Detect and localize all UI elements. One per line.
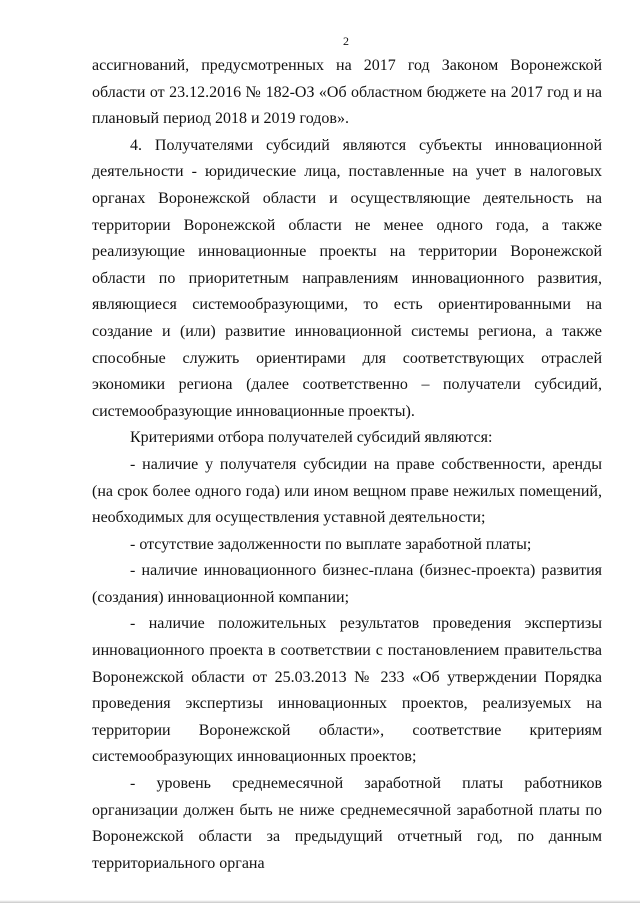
list-item-expertise-results: - наличие положительных результатов проведения экспертизы инновационного проекта в соответствии с постановлением правительства Воронежской области от 25.03.2013 № 233 «Об утверждении Порядка проведения экспертизы инновационных проектов, реализуемых на территории Воронежской области», соответствие критериям системообразующих инновационных проектов; xyxy=(92,615,602,766)
page-number: 2 xyxy=(343,34,349,48)
list-item-business-plan: - наличие инновационного бизнес-плана (бизнес-проекта) развития (создания) инновационной компании; xyxy=(92,562,602,606)
paragraph-selection-criteria-intro: Критериями отбора получателей субсидий являются: xyxy=(130,429,493,447)
document-body xyxy=(92,53,602,877)
list-item-premises: - наличие у получателя субсидии на праве собственности, аренды (на срок более одного года) или ином вещном праве нежилых помещений, необходимых для осуществления уставной деятельности; xyxy=(92,455,602,527)
list-item-no-wage-debt: - отсутствие задолженности по выплате заработной платы; xyxy=(130,535,532,553)
paragraph-subsidy-recipients: 4. Получателями субсидий являются субъекты инновационной деятельности - юридические лица, поставленные на учет в налоговых органах Воронежской области и осуществляющие деятельность на территории Воронежской области не менее одного года, а также реализующие инновационные проекты на территории Воронежской области по приоритетным направлениям инновационного развития, являющиеся системообразующими, то есть ориентированными на создание и (или) развитие инновационной системы региона, а также способные служить ориентирами для соответствующих отраслей экономики региона (далее соответственно – получатели субсидий, системообразующие инновационные проекты). xyxy=(92,136,602,420)
paragraph-appropriations-continuation: ассигнований, предусмотренных на 2017 год Законом Воронежской области от 23.12.2016 № 182-ОЗ «Об областном бюджете на 2017 год и на плановый период 2018 и 2019 годов». xyxy=(92,57,602,128)
list-item-average-wage: - уровень среднемесячной заработной платы работников организации должен быть не ниже среднемесячной заработной платы по Воронежской области за предыдущий отчетный год, по данным территориального органа xyxy=(92,775,602,872)
